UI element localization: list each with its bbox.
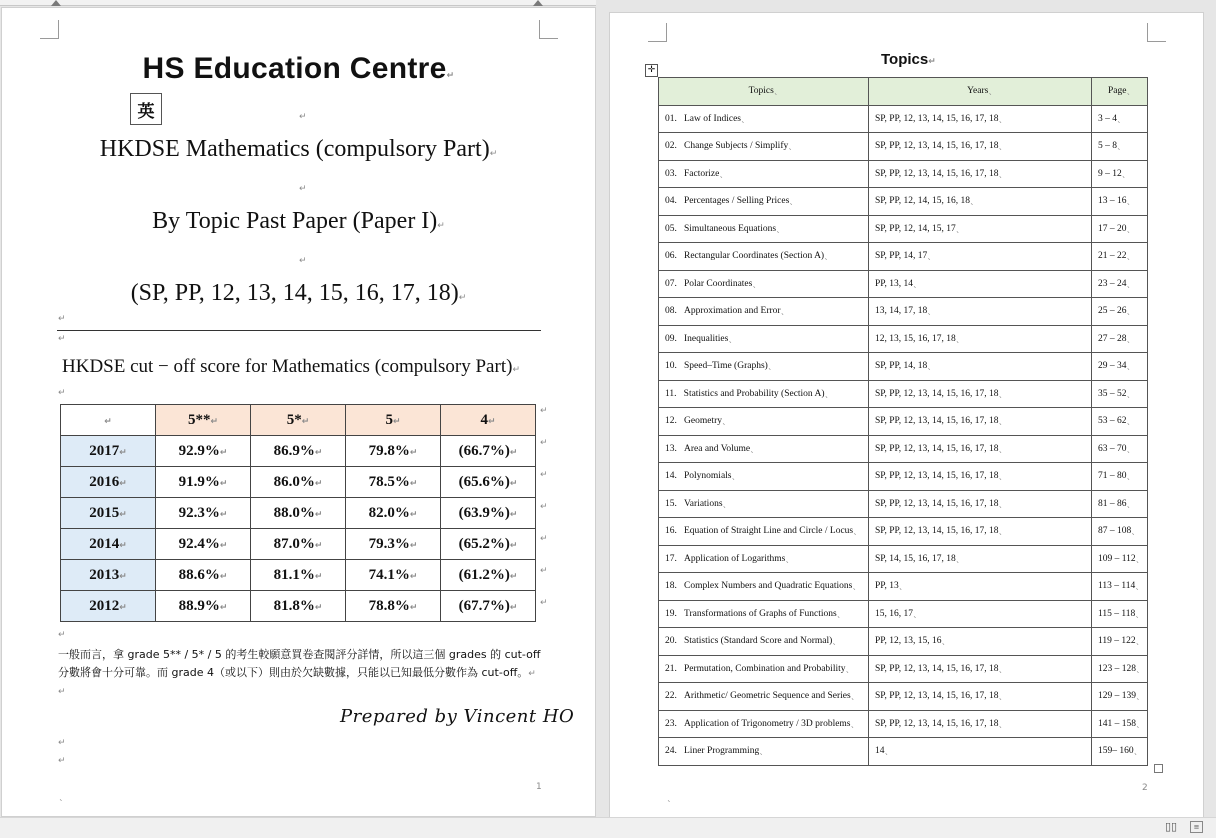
year-cell[interactable]: 2014↵: [61, 529, 156, 560]
topic-cell[interactable]: 04. Percentages / Selling Pricesˎ: [659, 188, 869, 216]
cutoff-note: [58, 646, 548, 701]
topics-table[interactable]: [658, 77, 1148, 766]
paragraph-mark: ↵: [58, 314, 66, 324]
table-cell[interactable]: 78.8%↵: [346, 591, 441, 622]
table-row: [659, 160, 1148, 188]
table-resize-handle[interactable]: [1154, 764, 1163, 773]
page-cell[interactable]: 17 – 20ˎ: [1092, 215, 1148, 243]
layout-icon[interactable]: ≡: [1190, 821, 1203, 833]
years-cell[interactable]: SP, PP, 12, 13, 14, 15, 16, 17, 18ˎ: [869, 518, 1092, 546]
page-cell[interactable]: 5 – 8ˎ: [1092, 133, 1148, 161]
note-line-2: 分數將會十分可靠。而 grade 4（或以下）則由於欠缺數據，只能以已知最低分數作為 cut-off。↵: [58, 666, 536, 679]
years-cell[interactable]: PP, 13ˎ: [869, 573, 1092, 601]
topic-cell[interactable]: 24. Liner Programmingˎ: [659, 738, 869, 766]
page-cell[interactable]: 27 – 28ˎ: [1092, 325, 1148, 353]
document-title: HS Education Centre↵: [142, 52, 455, 85]
page-cell[interactable]: 113 – 114ˎ: [1092, 573, 1148, 601]
page-cell[interactable]: 23 – 24ˎ: [1092, 270, 1148, 298]
topic-cell[interactable]: 05. Simultaneous Equationsˎ: [659, 215, 869, 243]
paragraph-mark: ↵: [299, 112, 307, 122]
row-end-mark: ↵: [540, 566, 548, 576]
paragraph-mark: ↵: [58, 738, 66, 748]
topic-cell[interactable]: 19. Transformations of Graphs of Functionsˎ: [659, 600, 869, 628]
row-end-mark: ↵: [540, 470, 548, 480]
table-row: [61, 436, 536, 467]
years-cell[interactable]: SP, PP, 14, 18ˎ: [869, 353, 1092, 381]
years-cell[interactable]: SP, PP, 12, 13, 14, 15, 16, 17, 18ˎ: [869, 160, 1092, 188]
table-header-cell[interactable]: 4↵: [441, 405, 536, 436]
years-cell[interactable]: SP, PP, 12, 13, 14, 15, 16, 17, 18ˎ: [869, 655, 1092, 683]
table-cell[interactable]: 86.0%↵: [251, 467, 346, 498]
table-cell[interactable]: 87.0%↵: [251, 529, 346, 560]
topic-cell[interactable]: 10. Speed–Time (Graphs)ˎ: [659, 353, 869, 381]
topic-cell[interactable]: 22. Arithmetic/ Geometric Sequence and Seriesˎ: [659, 683, 869, 711]
year-cell[interactable]: 2016↵: [61, 467, 156, 498]
book-icon[interactable]: ▯▯: [1165, 820, 1178, 833]
topic-cell[interactable]: 07. Polar Coordinatesˎ: [659, 270, 869, 298]
table-cell[interactable]: 92.3%↵: [156, 498, 251, 529]
table-row: [659, 325, 1148, 353]
years-cell[interactable]: SP, PP, 14, 17ˎ: [869, 243, 1092, 271]
years-cell[interactable]: SP, PP, 12, 13, 14, 15, 16, 17, 18ˎ: [869, 408, 1092, 436]
years-cell[interactable]: SP, PP, 12, 14, 15, 16, 18ˎ: [869, 188, 1092, 216]
years-cell[interactable]: PP, 13, 14ˎ: [869, 270, 1092, 298]
years-cell[interactable]: SP, PP, 12, 13, 14, 15, 16, 17, 18ˎ: [869, 133, 1092, 161]
paragraph-mark: ↵: [58, 687, 66, 697]
document-page-2[interactable]: [610, 13, 1203, 817]
table-row: [659, 463, 1148, 491]
topic-cell[interactable]: 13. Area and Volumeˎ: [659, 435, 869, 463]
table-cell[interactable]: 91.9%↵: [156, 467, 251, 498]
paragraph-mark: ↵: [299, 184, 307, 194]
page-cell[interactable]: 53 – 62ˎ: [1092, 408, 1148, 436]
paper-heading: By Topic Past Paper (Paper I)↵: [152, 208, 445, 234]
years-cell[interactable]: SP, PP, 12, 13, 14, 15, 16, 17, 18ˎ: [869, 435, 1092, 463]
page-cell[interactable]: 129 – 139ˎ: [1092, 683, 1148, 711]
table-header-cell[interactable]: Yearsˎ: [869, 78, 1092, 106]
topic-cell[interactable]: 17. Application of Logarithmsˎ: [659, 545, 869, 573]
page-cell[interactable]: 13 – 16ˎ: [1092, 188, 1148, 216]
table-cell[interactable]: (61.2%)↵: [441, 560, 536, 591]
cutoff-title: HKDSE cut − off score for Mathematics (compulsory Part)↵: [62, 356, 520, 377]
years-cell[interactable]: SP, PP, 12, 13, 14, 15, 16, 17, 18ˎ: [869, 683, 1092, 711]
topic-cell[interactable]: 20. Statistics (Standard Score and Normal)ˎ: [659, 628, 869, 656]
page-cell[interactable]: 81 – 86ˎ: [1092, 490, 1148, 518]
table-cell[interactable]: 88.6%↵: [156, 560, 251, 591]
footer-mark: ˎ: [59, 792, 64, 802]
table-row: [659, 573, 1148, 601]
table-row: [659, 683, 1148, 711]
topic-cell[interactable]: 03. Factorizeˎ: [659, 160, 869, 188]
table-header-cell[interactable]: Topicsˎ: [659, 78, 869, 106]
years-cell[interactable]: 13, 14, 17, 18ˎ: [869, 298, 1092, 326]
topic-cell[interactable]: 18. Complex Numbers and Quadratic Equationsˎ: [659, 573, 869, 601]
table-row: [659, 353, 1148, 381]
page-cell[interactable]: 119 – 122ˎ: [1092, 628, 1148, 656]
table-header-cell[interactable]: 5*↵: [251, 405, 346, 436]
topic-cell[interactable]: 21. Permutation, Combination and Probabilityˎ: [659, 655, 869, 683]
table-row: [659, 655, 1148, 683]
table-header-cell[interactable]: 5↵: [346, 405, 441, 436]
table-header-row: [61, 405, 536, 436]
table-cell[interactable]: 92.4%↵: [156, 529, 251, 560]
page-cell[interactable]: 3 – 4ˎ: [1092, 105, 1148, 133]
topic-cell[interactable]: 14. Polynomialsˎ: [659, 463, 869, 491]
table-cell[interactable]: 92.9%↵: [156, 436, 251, 467]
subject-heading: HKDSE Mathematics (compulsory Part)↵: [99, 136, 498, 162]
row-end-mark: ↵: [540, 598, 548, 608]
table-row: [659, 215, 1148, 243]
table-cell[interactable]: (66.7%)↵: [441, 436, 536, 467]
status-bar: [0, 817, 1216, 838]
footer-mark: ˎ: [667, 793, 672, 803]
table-cell[interactable]: 74.1%↵: [346, 560, 441, 591]
table-row: [659, 738, 1148, 766]
years-cell[interactable]: SP, PP, 12, 13, 14, 15, 16, 17, 18ˎ: [869, 380, 1092, 408]
table-header-cell[interactable]: Pageˎ: [1092, 78, 1148, 106]
table-row: [659, 380, 1148, 408]
note-line-1: 一般而言，拿 grade 5** / 5* / 5 的考生較願意買卷查閱評分詳情，所以這三個 grades 的 cut-off: [58, 648, 541, 661]
table-row: [659, 298, 1148, 326]
margin-corner: [1147, 23, 1166, 42]
page-cell[interactable]: 109 – 112ˎ: [1092, 545, 1148, 573]
years-cell[interactable]: SP, 14, 15, 16, 17, 18ˎ: [869, 545, 1092, 573]
table-row: [61, 560, 536, 591]
table-cell[interactable]: 78.5%↵: [346, 467, 441, 498]
paragraph-mark: ↵: [58, 630, 66, 640]
paragraph-mark: ↵: [299, 256, 307, 266]
table-row: [659, 270, 1148, 298]
indent-marker-left[interactable]: [51, 0, 61, 6]
table-cell[interactable]: 81.1%↵: [251, 560, 346, 591]
years-cell[interactable]: SP, PP, 12, 13, 14, 15, 16, 17, 18ˎ: [869, 490, 1092, 518]
years-cell[interactable]: SP, PP, 12, 13, 14, 15, 16, 17, 18ˎ: [869, 710, 1092, 738]
years-cell[interactable]: SP, PP, 12, 14, 15, 17ˎ: [869, 215, 1092, 243]
horizontal-rule: [57, 330, 541, 331]
row-end-mark: ↵: [540, 502, 548, 512]
table-row: [659, 243, 1148, 271]
page-number: 1: [536, 782, 542, 792]
page-cell[interactable]: 141 – 158ˎ: [1092, 710, 1148, 738]
table-row: [659, 133, 1148, 161]
years-cell[interactable]: SP, PP, 12, 13, 14, 15, 16, 17, 18ˎ: [869, 105, 1092, 133]
topic-cell[interactable]: 09. Inequalitiesˎ: [659, 325, 869, 353]
topic-cell[interactable]: 16. Equation of Straight Line and Circle / Locusˎ: [659, 518, 869, 546]
margin-corner: [648, 23, 667, 42]
page-number: 2: [1142, 783, 1148, 793]
years-cell[interactable]: 14ˎ: [869, 738, 1092, 766]
table-row: [61, 467, 536, 498]
table-cell[interactable]: (67.7%)↵: [441, 591, 536, 622]
page-cell[interactable]: 87 – 108ˎ: [1092, 518, 1148, 546]
table-row: [659, 710, 1148, 738]
topic-cell[interactable]: 06. Rectangular Coordinates (Section A)ˎ: [659, 243, 869, 271]
paragraph-mark: ↵: [58, 334, 66, 344]
topic-cell[interactable]: 02. Change Subjects / Simplifyˎ: [659, 133, 869, 161]
years-cell[interactable]: SP, PP, 12, 13, 14, 15, 16, 17, 18ˎ: [869, 463, 1092, 491]
page-cell[interactable]: 35 – 52ˎ: [1092, 380, 1148, 408]
language-box: 英: [130, 93, 162, 125]
page-cell[interactable]: 63 – 70ˎ: [1092, 435, 1148, 463]
year-cell[interactable]: 2017↵: [61, 436, 156, 467]
margin-corner: [40, 20, 59, 39]
paragraph-mark: ↵: [58, 388, 66, 398]
table-header-row: [659, 78, 1148, 106]
page-cell[interactable]: 29 – 34ˎ: [1092, 353, 1148, 381]
page-cell[interactable]: 123 – 128ˎ: [1092, 655, 1148, 683]
table-move-handle-icon[interactable]: ✛: [645, 64, 658, 77]
page-cell[interactable]: 71 – 80ˎ: [1092, 463, 1148, 491]
topic-cell[interactable]: 11. Statistics and Probability (Section A)ˎ: [659, 380, 869, 408]
page-cell[interactable]: 25 – 26ˎ: [1092, 298, 1148, 326]
table-row: [659, 188, 1148, 216]
page-cell[interactable]: 21 – 22ˎ: [1092, 243, 1148, 271]
table-row: [659, 628, 1148, 656]
table-row: [659, 435, 1148, 463]
table-cell[interactable]: 88.0%↵: [251, 498, 346, 529]
document-page-1[interactable]: [2, 8, 595, 816]
years-cell[interactable]: 12, 13, 15, 16, 17, 18ˎ: [869, 325, 1092, 353]
table-header-cell[interactable]: 5**↵: [156, 405, 251, 436]
author-signature: Prepared by Vincent HO: [340, 706, 575, 727]
page-cell[interactable]: 9 – 12ˎ: [1092, 160, 1148, 188]
table-cell[interactable]: 88.9%↵: [156, 591, 251, 622]
page-cell[interactable]: 115 – 118ˎ: [1092, 600, 1148, 628]
topic-cell[interactable]: 08. Approximation and Errorˎ: [659, 298, 869, 326]
table-cell[interactable]: (65.6%)↵: [441, 467, 536, 498]
topics-title: Topics↵: [881, 51, 936, 68]
table-cell[interactable]: 81.8%↵: [251, 591, 346, 622]
table-row: [659, 518, 1148, 546]
topic-cell[interactable]: 12. Geometryˎ: [659, 408, 869, 436]
indent-marker-right[interactable]: [533, 0, 543, 6]
table-row: [659, 408, 1148, 436]
years-heading: (SP, PP, 12, 13, 14, 15, 16, 17, 18)↵: [130, 280, 467, 306]
years-cell[interactable]: 15, 16, 17ˎ: [869, 600, 1092, 628]
table-cell[interactable]: 86.9%↵: [251, 436, 346, 467]
cutoff-table[interactable]: [60, 404, 536, 622]
table-row: [659, 600, 1148, 628]
year-cell[interactable]: 2015↵: [61, 498, 156, 529]
table-row: [659, 105, 1148, 133]
horizontal-ruler[interactable]: [0, 0, 596, 6]
year-cell[interactable]: 2012↵: [61, 591, 156, 622]
table-row: [61, 529, 536, 560]
table-row: [61, 498, 536, 529]
table-cell[interactable]: (63.9%)↵: [441, 498, 536, 529]
years-cell[interactable]: PP, 12, 13, 15, 16ˎ: [869, 628, 1092, 656]
topic-cell[interactable]: 15. Variationsˎ: [659, 490, 869, 518]
year-cell[interactable]: 2013↵: [61, 560, 156, 591]
table-cell[interactable]: 79.8%↵: [346, 436, 441, 467]
row-end-mark: ↵: [540, 534, 548, 544]
table-cell[interactable]: 79.3%↵: [346, 529, 441, 560]
topic-cell[interactable]: 01. Law of Indicesˎ: [659, 105, 869, 133]
topic-cell[interactable]: 23. Application of Trigonometry / 3D problemsˎ: [659, 710, 869, 738]
page-cell[interactable]: 159– 160ˎ: [1092, 738, 1148, 766]
table-row: [659, 545, 1148, 573]
paragraph-mark: ↵: [58, 756, 66, 766]
table-row: [61, 591, 536, 622]
table-header-cell[interactable]: ↵: [61, 405, 156, 436]
table-row: [659, 490, 1148, 518]
table-cell[interactable]: (65.2%)↵: [441, 529, 536, 560]
row-end-mark: ↵: [540, 406, 548, 416]
table-cell[interactable]: 82.0%↵: [346, 498, 441, 529]
row-end-mark: ↵: [540, 438, 548, 448]
margin-corner: [539, 20, 558, 39]
